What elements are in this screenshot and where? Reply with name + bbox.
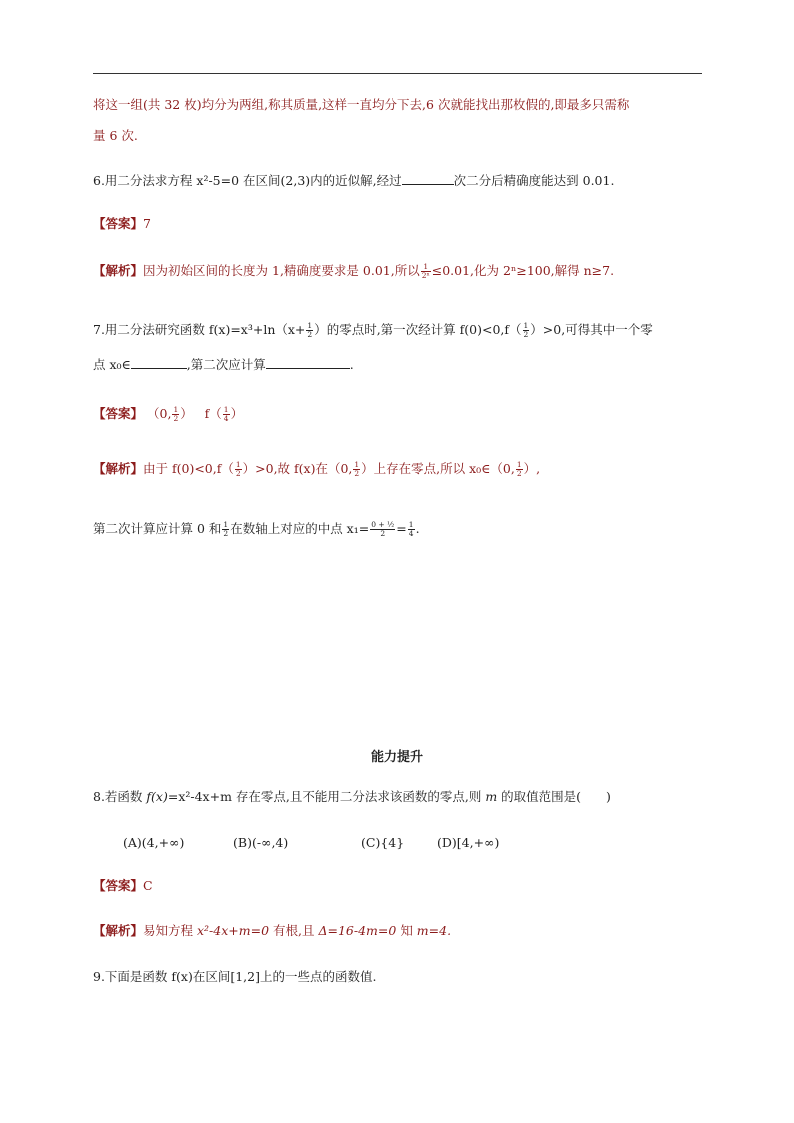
fraction-half: $\frac{1}{2}$ [307,321,313,339]
option-b[interactable]: (B)(-∞,4) [233,835,289,850]
question-7-line-1 [93,321,653,339]
q7-text: ）>0,可得其中一个零 [530,322,653,337]
fraction-half: $\frac{1}{2}$ [523,321,529,339]
q7-text: 7.用二分法研究函数 f(x)=x³+ln（x+ [93,322,306,337]
answer-tag: 【答案】 [93,406,144,421]
fraction: $\frac{1}{\text{2ⁿ}}$ [421,262,430,280]
q8-answer [93,877,153,895]
analysis-tag: 【解析】 [93,461,144,476]
carry-line-2: 量 6 次. [93,128,138,143]
q7-text: ）的零点时,第一次经计算 f(0)<0,f（ [314,322,522,337]
q7-blank-1[interactable] [131,356,187,369]
question-8: 8.若函数 f(x)=x²-4x+m 存在零点,且不能用二分法求该函数的零点,则 m 的取值范围是( ) [93,789,611,804]
answer-tag: 【答案】 [93,216,144,231]
q8-analysis: 【解析】易知方程 x²-4x+m=0 有根,且 Δ=16-4m=0 知 m=4. [93,923,452,938]
analysis-tag: 【解析】 [93,263,144,278]
carry-line-1: 将这一组(共 32 枚)均分为两组,称其质量,这样一直均分下去,6 次就能找出那枚假的,即最多只需称 [93,97,630,112]
q6-text-after: 次二分后精确度能达到 0.01. [453,173,615,188]
q7-text: 点 x₀∈ [93,357,131,372]
q6-analysis-2: ≤0.01,化为 2ⁿ≥100,解得 n≥7. [431,263,615,278]
q7-answer [93,405,243,423]
question-7-line-2 [93,356,354,374]
option-c[interactable]: (C){4} [361,835,405,850]
q6-blank[interactable] [402,172,454,185]
q8-options [123,834,499,852]
q7-text: . [349,357,354,372]
q6-answer-value: 7 [143,216,151,231]
q6-answer [93,215,151,233]
answer-tag: 【答案】 [93,878,144,893]
q6-analysis [93,262,614,280]
q7-blank-2[interactable] [266,356,350,369]
analysis-tag: 【解析】 [93,923,144,938]
q6-text-before: 6.用二分法求方程 x²-5=0 在区间(2,3)内的近似解,经过 [93,173,402,188]
q7-text: ,第二次应计算 [186,357,266,372]
option-d[interactable]: (D)[4,+∞) [437,835,500,850]
question-9: 9.下面是函数 f(x)在区间[1,2]上的一些点的函数值. [93,969,377,984]
question-6 [93,172,614,190]
q6-analysis-1: 因为初始区间的长度为 1,精确度要求是 0.01,所以 [143,263,420,278]
option-a[interactable]: (A)(4,+∞) [123,835,185,850]
header-rule [93,73,702,74]
section-title: 能力提升 [370,750,423,765]
q7-answer-value: （0, $\frac{1}{2}$ ） f（ $\frac{1}{4}$ ） [147,405,244,423]
q8-answer-value: C [143,878,153,893]
q7-analysis-2: 第二次计算应计算 0 和 $\frac{1}{2}$ 在数轴上对应的中点 x₁= $\frac{\text{0 + ½}}{2}$ = $\frac{1}{4}$ . [93,520,420,538]
q7-analysis-1: 【解析】由于 f(0)<0,f（ $\frac{1}{2}$ ）>0,故 f(x)在（0, $\frac{1}{2}$ ）上存在零点,所以 x₀∈（0, $\frac{1}{2}$ ）, [93,460,541,478]
